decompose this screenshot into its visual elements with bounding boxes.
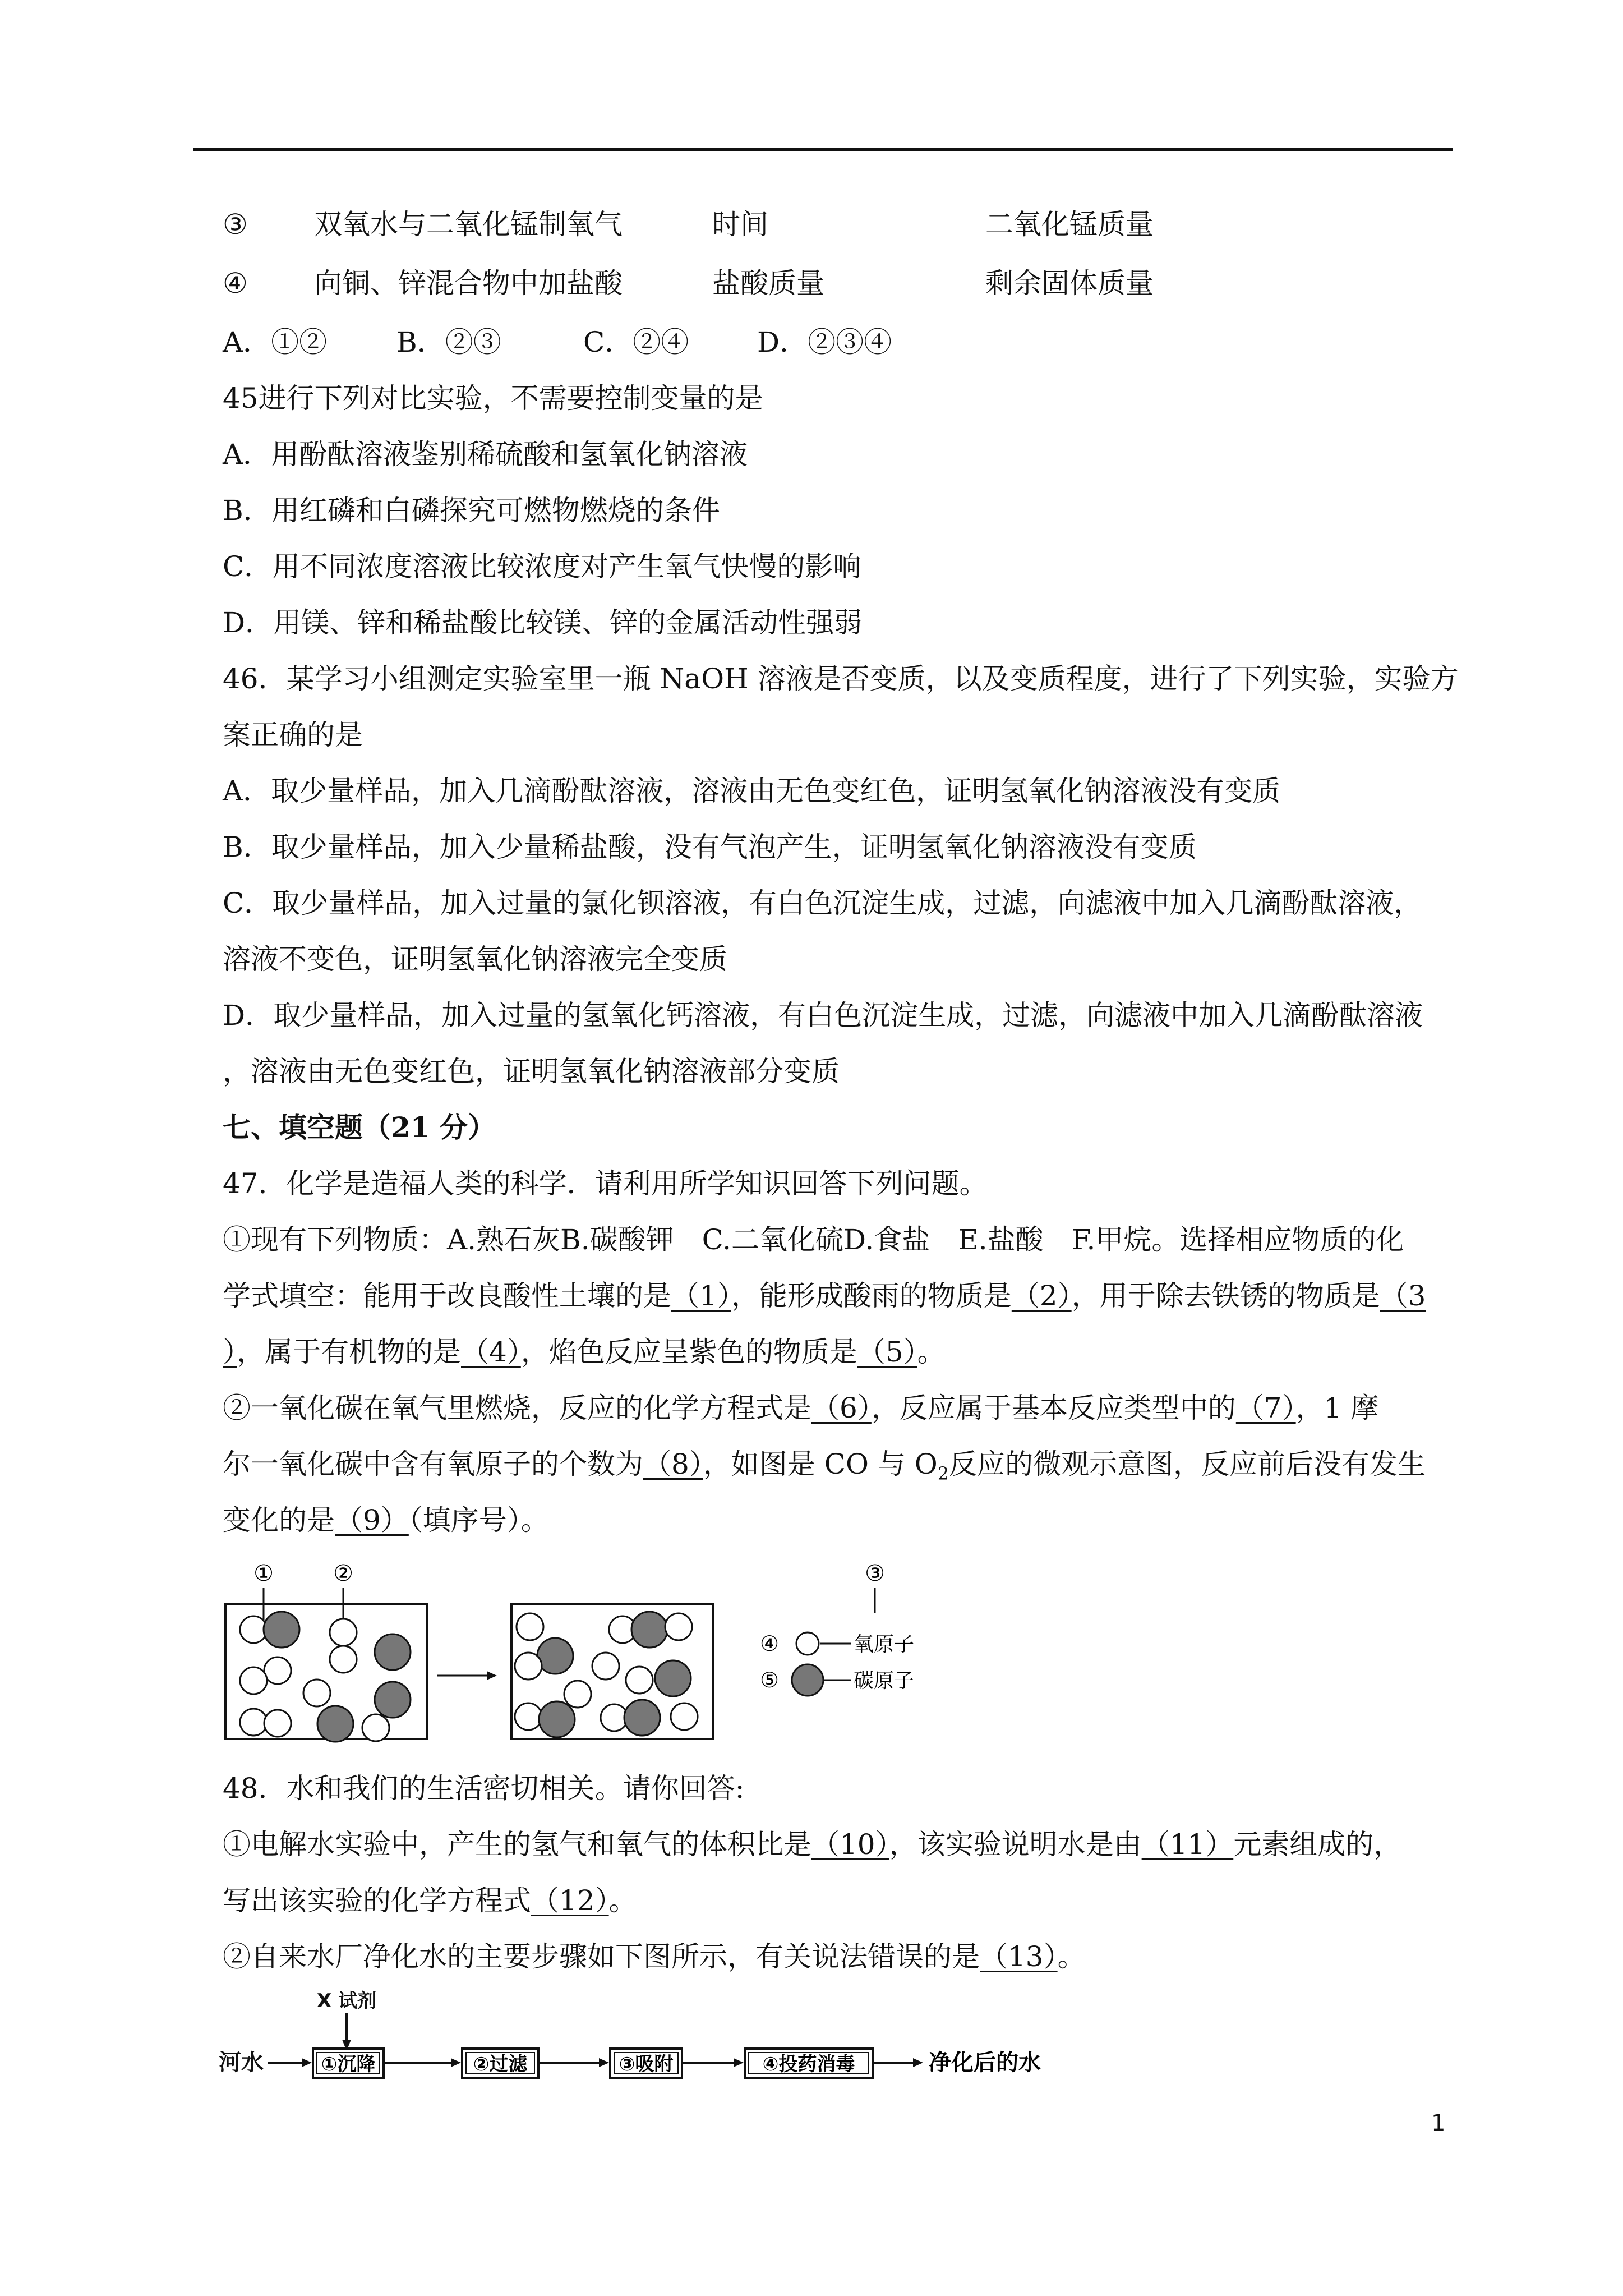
table-cell-x: 盐酸质量	[712, 267, 824, 300]
oxygen-atom	[515, 1653, 542, 1680]
step-1: ①沉降	[321, 2053, 376, 2076]
blank-9: （9）	[335, 1504, 409, 1536]
carbon-atom	[631, 1612, 667, 1648]
oxygen-atom	[240, 1667, 267, 1694]
blank-11: （11）	[1141, 1828, 1234, 1861]
q46-option-c: C．取少量样品，加入过量的氯化钡溶液，有白色沉淀生成，过滤，向滤液中加入几滴酚酞溶液，	[223, 887, 1422, 919]
legend-oxygen-label: 氧原子	[854, 1633, 915, 1656]
q45-option-b: B．用红磷和白磷探究可燃物燃烧的条件	[223, 494, 720, 527]
flow-arrowhead	[599, 2058, 609, 2067]
q47-stem: 47．化学是造福人类的科学．请利用所学知识回答下列问题。	[223, 1167, 988, 1200]
blank-4: （4）	[461, 1336, 521, 1368]
flow-source: 河水	[219, 2050, 264, 2076]
reaction-arrowhead	[487, 1671, 497, 1680]
q45-option-c: C．用不同浓度溶液比较浓度对产生氧气快慢的影响	[223, 550, 861, 583]
q48-part1-line2: 写出该实验的化学方程式（12）。	[223, 1884, 637, 1917]
blank-13: （13）	[980, 1940, 1058, 1973]
carbon-atom	[655, 1660, 691, 1696]
carbon-atom	[264, 1612, 299, 1648]
oxygen-atom	[303, 1680, 330, 1706]
q44-option-c: C．②④	[583, 326, 689, 358]
carbon-atom	[537, 1638, 573, 1674]
q46-option-a: A．取少量样品，加入几滴酚酞溶液，溶液由无色变红色，证明氢氧化钠溶液没有变质	[223, 775, 1281, 807]
blank-3-cont: ）	[223, 1336, 237, 1368]
q48-part1-line1: ①电解水实验中，产生的氢气和氧气的体积比是（10），该实验说明水是由（11）元素组成的，	[223, 1828, 1402, 1861]
blank-5: （5）	[857, 1336, 917, 1368]
oxygen-atom	[264, 1710, 291, 1737]
carbon-atom	[539, 1701, 575, 1737]
q46-option-d: D．取少量样品，加入过量的氢氧化钙溶液，有白色沉淀生成，过滤，向滤液中加入几滴酚酞溶液	[223, 999, 1423, 1032]
blank-10: （10）	[811, 1828, 889, 1861]
oxygen-atom	[626, 1667, 653, 1694]
q46-stem: 46．某学习小组测定实验室里一瓶 NaOH 溶液是否变质，以及变质程度，进行了下列实验，实验方	[223, 662, 1459, 695]
q47-part2-line2: 尔一氧化碳中含有氧原子的个数为（8），如图是 CO 与 $O_2$反应的微观示意图，反应前后没有发生	[223, 1448, 1426, 1484]
oxygen-atom	[362, 1714, 389, 1741]
step-4: ④投药消毒	[762, 2053, 855, 2076]
q48-stem: 48．水和我们的生活密切相关。请你回答:	[223, 1772, 745, 1805]
q46-option-d-cont: ，溶液由无色变红色，证明氢氧化钠溶液部分变质	[223, 1055, 840, 1088]
q47-part2-line3: 变化的是（9）（填序号）。	[223, 1504, 549, 1536]
q47-part1-line2: 学式填空：能用于改良酸性土壤的是（1），能形成酸雨的物质是（2），用于除去铁锈的物质是（3	[223, 1280, 1426, 1312]
marker-3: ③	[865, 1561, 885, 1586]
q47-part1-line1: ①现有下列物质：A.熟石灰B.碳酸钾 C.二氧化硫D.食盐 E.盐酸 F.甲烷。选择相应物质的化	[223, 1223, 1404, 1256]
marker-1: ①	[253, 1561, 274, 1586]
oxygen-atom	[330, 1619, 357, 1646]
blank-1: （1）	[671, 1280, 731, 1312]
marker-2: ②	[333, 1561, 353, 1586]
table-cell-x: 时间	[712, 208, 768, 241]
flow-arrowhead	[302, 2058, 312, 2067]
oxygen-atom	[240, 1709, 267, 1736]
step-2: ②过滤	[473, 2053, 528, 2076]
oxygen-atom	[665, 1613, 692, 1640]
legend-marker-5: ⑤	[759, 1668, 780, 1692]
blank-7: （7）	[1235, 1392, 1296, 1424]
blank-12: （12）	[531, 1884, 609, 1917]
oxygen-atom	[264, 1657, 291, 1684]
q45-option-a: A．用酚酞溶液鉴别稀硫酸和氢氧化钠溶液	[223, 438, 748, 471]
header-rule	[193, 148, 1453, 151]
flow-arrowhead	[913, 2058, 923, 2067]
q46-stem-cont: 案正确的是	[223, 719, 363, 751]
q48-part2: ②自来水厂净化水的主要步骤如下图所示，有关说法错误的是（13）。	[223, 1940, 1086, 1973]
flow-arrowhead	[734, 2058, 744, 2067]
reagent-label: X 试剂	[316, 1990, 377, 2012]
table-row: ③	[223, 208, 248, 241]
q44-option-a: A．①②	[223, 326, 328, 358]
q47-part1-line3: ），属于有机物的是（4），焰色反应呈紫色的物质是（5）。	[223, 1336, 946, 1368]
legend-marker-4: ④	[759, 1631, 780, 1656]
flow-result: 净化后的水	[929, 2050, 1041, 2076]
table-cell-experiment: 向铜、锌混合物中加盐酸	[314, 267, 623, 300]
q45-stem: 45进行下列对比实验，不需要控制变量的是	[223, 382, 763, 415]
q46-option-c-cont: 溶液不变色，证明氢氧化钠溶液完全变质	[223, 943, 727, 976]
page-number: 1	[1431, 2110, 1446, 2136]
blank-8: （8）	[643, 1448, 703, 1480]
step-3: ③吸附	[619, 2053, 674, 2076]
q44-option-b: B．②③	[396, 326, 501, 358]
legend-carbon-label: 碳原子	[854, 1669, 915, 1692]
q44-option-d: D．②③④	[757, 326, 892, 358]
q47-part2-line1: ②一氧化碳在氧气里燃烧，反应的化学方程式是（6），反应属于基本反应类型中的（7），1 摩	[223, 1392, 1379, 1424]
section-heading: 七、填空题（21 分）	[223, 1111, 496, 1144]
blank-3: （3	[1380, 1280, 1426, 1312]
oxygen-atom	[330, 1646, 357, 1673]
reaction-micro-diagram	[219, 1554, 959, 1756]
legend-carbon-icon	[792, 1664, 823, 1696]
oxygen-atom	[564, 1681, 591, 1708]
carbon-atom	[317, 1706, 353, 1742]
table-cell-y: 二氧化锰质量	[985, 208, 1154, 241]
legend-oxygen-icon	[796, 1632, 819, 1655]
oxygen-atom	[517, 1613, 543, 1640]
table-cell-y: 剩余固体质量	[985, 267, 1154, 300]
q45-option-d: D．用镁、锌和稀盐酸比较镁、锌的金属活动性强弱	[223, 606, 863, 639]
table-cell-experiment: 双氧水与二氧化锰制氧气	[314, 208, 623, 241]
oxygen-atom	[671, 1703, 698, 1730]
table-row: ④	[223, 267, 248, 300]
oxygen-atom	[592, 1653, 619, 1680]
carbon-atom	[375, 1634, 411, 1670]
flow-arrowhead	[451, 2058, 461, 2067]
oxygen-atom	[515, 1703, 542, 1730]
water-purification-flowchart	[219, 1986, 1071, 2098]
carbon-atom	[624, 1700, 660, 1736]
blank-6: （6）	[811, 1392, 872, 1424]
carbon-atom	[375, 1682, 411, 1718]
q46-option-b: B．取少量样品，加入少量稀盐酸，没有气泡产生，证明氢氧化钠溶液没有变质	[223, 831, 1197, 863]
blank-2: （2）	[1011, 1280, 1072, 1312]
